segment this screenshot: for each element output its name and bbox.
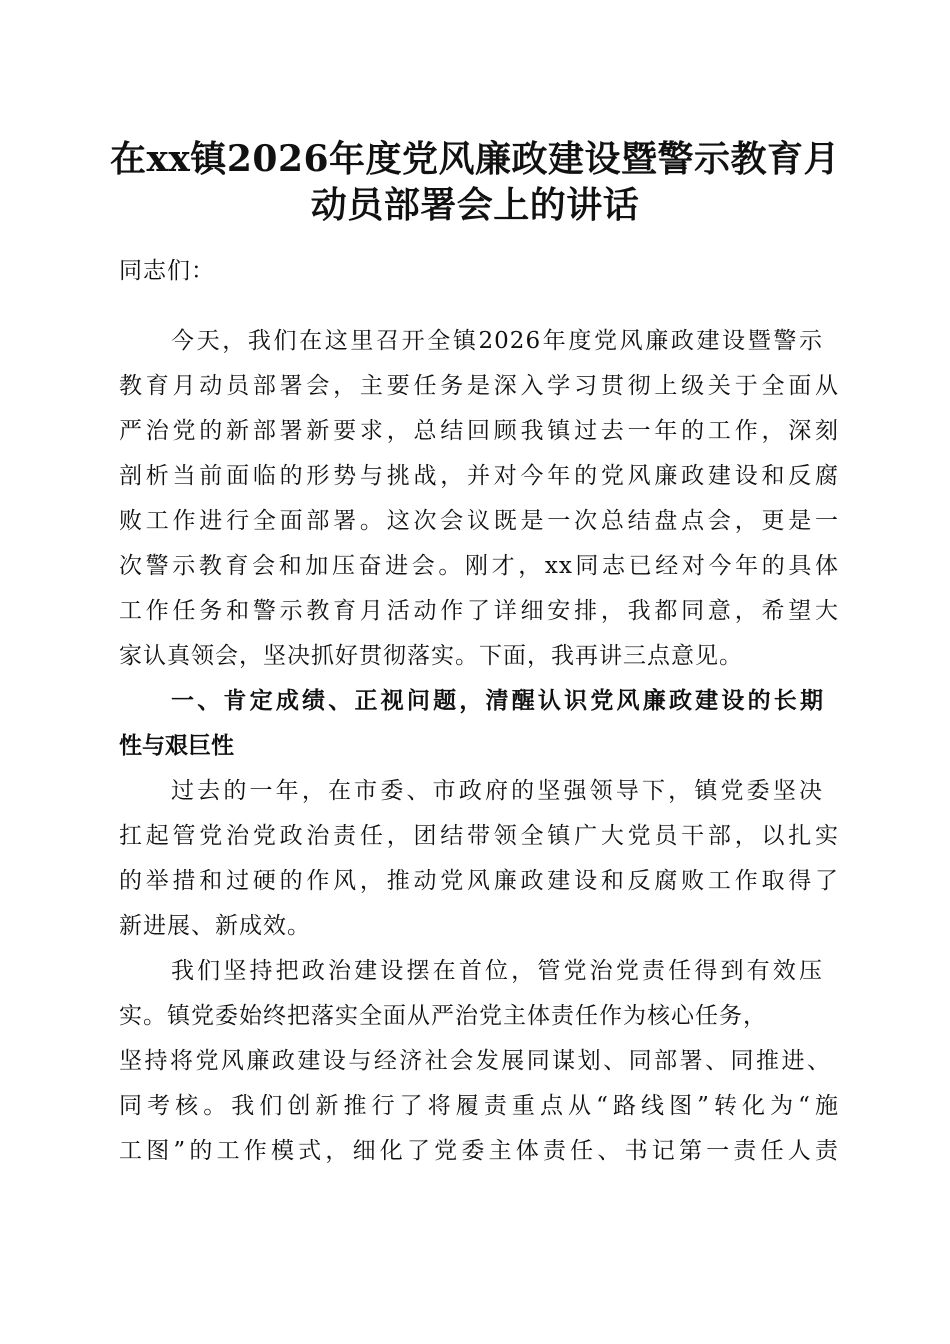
paragraph-line: 次警示教育会和加压奋进会。刚才，xx同志已经对今年的具体 [119, 553, 839, 579]
paragraph-line: 今天，我们在这里召开全镇2026年度党风廉政建设暨警示 [171, 328, 823, 354]
section-heading-line: 性与艰巨性 [119, 733, 234, 759]
paragraph-line: 工作任务和警示教育月活动作了详细安排，我都同意，希望大 [119, 598, 839, 624]
document-title-line-1: 在xx镇2026年度党风廉政建设暨警示教育月 [109, 138, 841, 180]
paragraph-line: 的举措和过硬的作风，推动党风廉政建设和反腐败工作取得了 [119, 868, 839, 894]
paragraph-line: 扛起管党治党政治责任，团结带领全镇广大党员干部，以扎实 [119, 823, 839, 849]
paragraph-line: 剖析当前面临的形势与挑战，并对今年的党风廉政建设和反腐 [119, 463, 839, 489]
paragraph-line: 败工作进行全面部署。这次会议既是一次总结盘点会，更是一 [119, 508, 839, 534]
paragraph-line: 家认真领会，坚决抓好贯彻落实。下面，我再讲三点意见。 [119, 643, 743, 669]
paragraph-line: 工图”的工作模式，细化了党委主体责任、书记第一责任人责 [119, 1138, 839, 1164]
paragraph-line: 我们坚持把政治建设摆在首位，管党治党责任得到有效压 [171, 958, 823, 984]
paragraph-line: 同考核。我们创新推行了将履责重点从“路线图”转化为“施 [119, 1093, 839, 1119]
paragraph-line: 实。镇党委始终把落实全面从严治党主体责任作为核心任务， [119, 1003, 767, 1029]
paragraph-line: 教育月动员部署会，主要任务是深入学习贯彻上级关于全面从 [119, 373, 839, 399]
salutation: 同志们： [119, 258, 215, 284]
section-heading-line: 一、肯定成绩、正视问题，清醒认识党风廉政建设的长期 [171, 688, 823, 714]
paragraph-line: 坚持将党风廉政建设与经济社会发展同谋划、同部署、同推进、 [119, 1048, 831, 1074]
paragraph-line: 过去的一年，在市委、市政府的坚强领导下，镇党委坚决 [171, 778, 823, 804]
paragraph-line: 严治党的新部署新要求，总结回顾我镇过去一年的工作，深刻 [119, 418, 839, 444]
document-title-line-2: 动员部署会上的讲话 [310, 184, 640, 226]
paragraph-line: 新进展、新成效。 [119, 913, 311, 939]
